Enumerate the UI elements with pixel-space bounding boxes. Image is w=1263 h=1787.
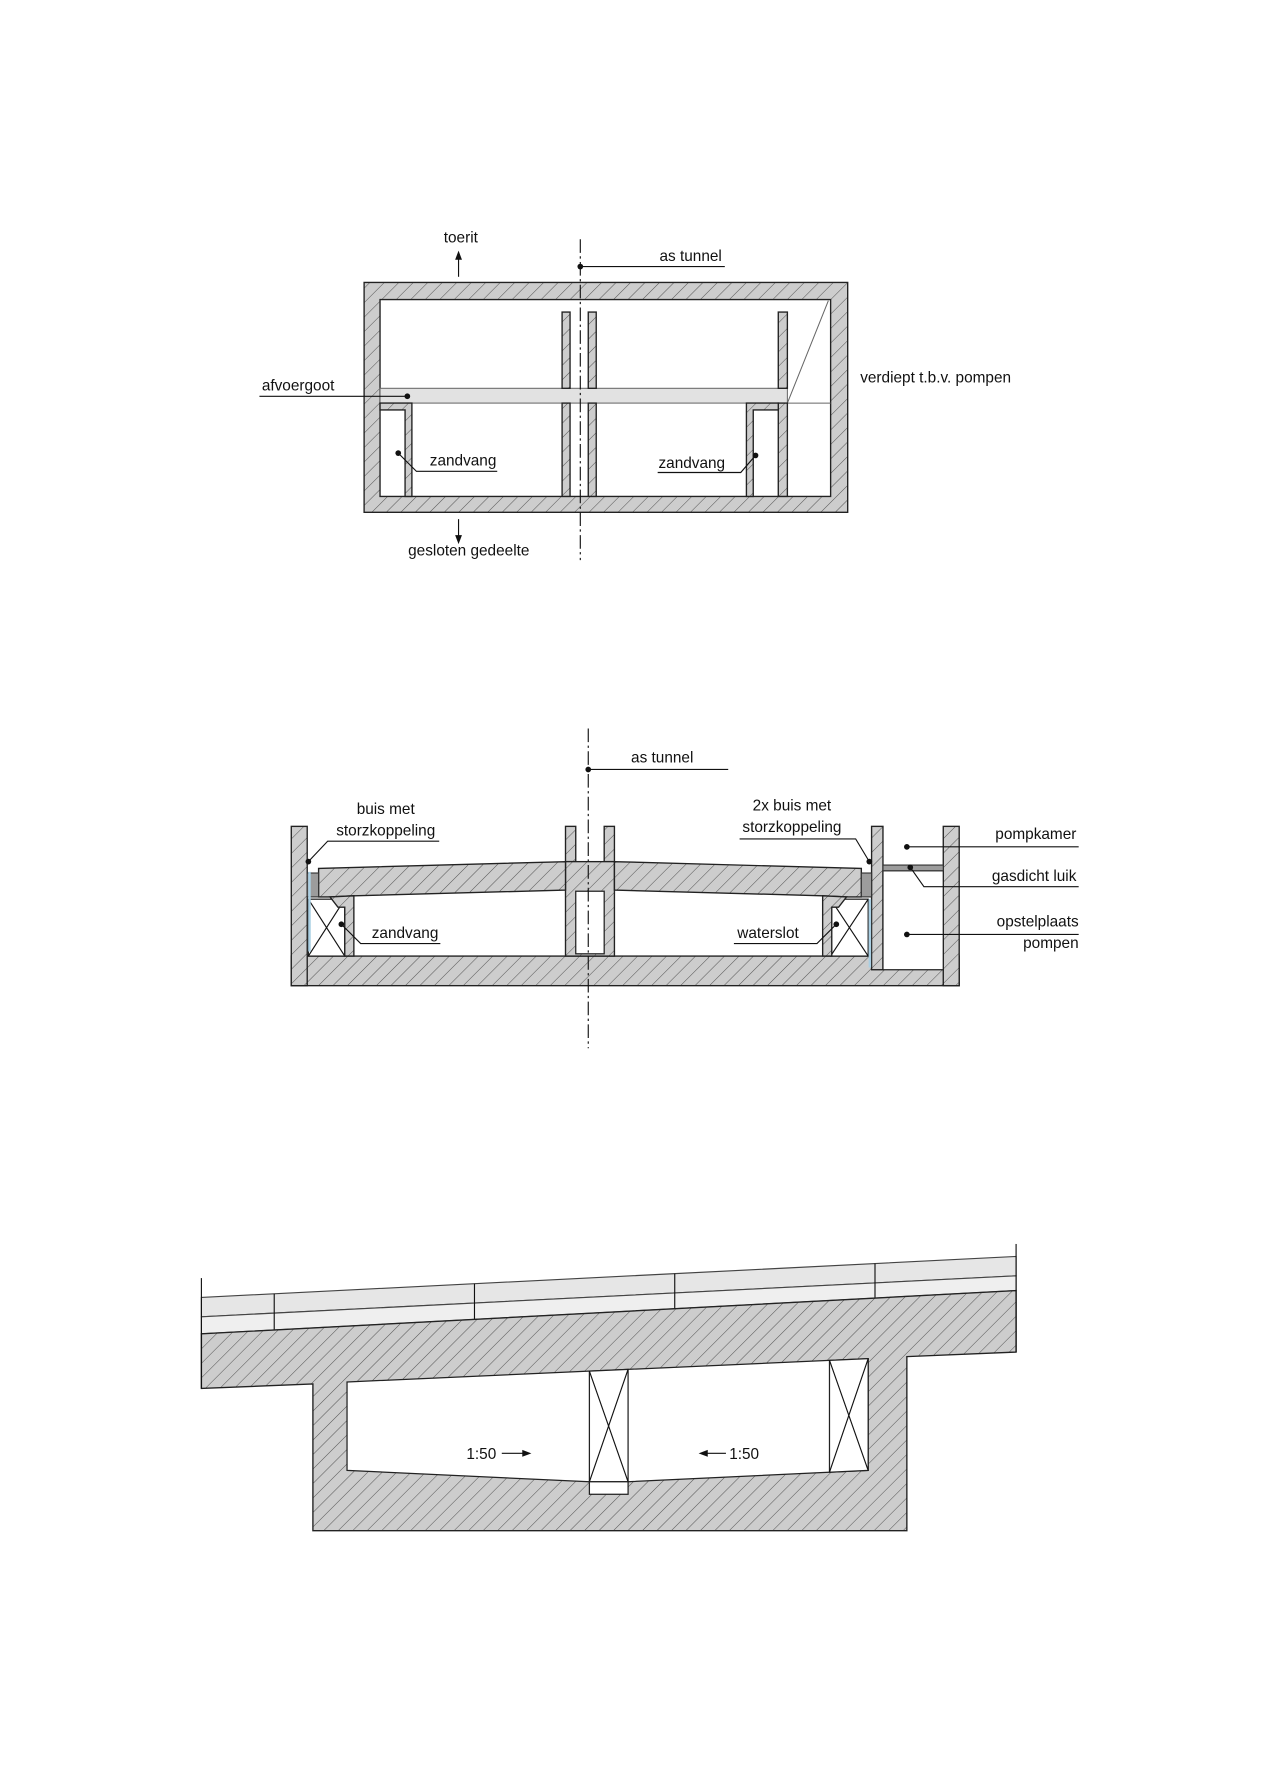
recess-diagonal-line	[787, 301, 828, 403]
gasdicht-luik-label: gasdicht luik	[991, 867, 1077, 885]
opstelplaats-dot	[904, 932, 910, 938]
buis-dot	[306, 859, 312, 865]
gasdicht-luik-dot	[907, 864, 913, 870]
center-wall-right-upper	[588, 312, 596, 388]
roof-slab-left	[319, 862, 566, 897]
center-shaft-wall-left	[566, 826, 576, 861]
cross-section-drawing	[291, 729, 1079, 1049]
pompkamer-label: pompkamer	[995, 825, 1077, 843]
pump-wall-upper	[778, 312, 787, 388]
gesloten-label: gesloten gedeelte	[408, 542, 530, 560]
buis2-leader	[740, 839, 870, 862]
buis-label-line2: storzkoppeling	[336, 822, 436, 840]
left-outer-wall	[291, 826, 307, 985]
as-tunnel-dot	[577, 264, 583, 270]
toerit-arrow-head	[455, 251, 462, 260]
right-pipe-block	[861, 873, 871, 897]
as-tunnel-label: as tunnel	[631, 749, 694, 767]
as-tunnel-dot	[585, 767, 591, 773]
buis2-label-line1: 2x buis met	[752, 797, 832, 815]
pompkamer-dot	[904, 844, 910, 850]
zandvang-label: zandvang	[371, 924, 439, 942]
gasdicht-luik	[883, 865, 943, 871]
center-shaft-wall-right	[604, 826, 614, 861]
zandvang-right-label: zandvang	[658, 454, 726, 472]
bottom-slab	[291, 956, 959, 986]
buis-leader	[308, 841, 439, 861]
opstelplaats-label-line1: opstelplaats	[996, 913, 1079, 931]
zandvang-left-dot	[395, 450, 401, 456]
toerit-label: toerit	[443, 229, 478, 247]
pump-sump	[589, 1482, 628, 1495]
center-wall-left-upper	[562, 312, 570, 388]
slope-left-label: 1:50	[466, 1446, 497, 1464]
plan-view-drawing	[259, 230, 1011, 560]
right-outer-wall	[943, 826, 959, 985]
zandvang-left-label: zandvang	[429, 452, 497, 470]
center-wall-left-lower	[562, 403, 570, 496]
longitudinal-section-drawing	[201, 1244, 1016, 1531]
waterslot-label: waterslot	[737, 924, 799, 942]
zandvang-right-dot	[753, 453, 759, 459]
pump-wall-lower	[778, 403, 787, 496]
buis-label-line1: buis met	[356, 800, 415, 818]
center-wall-right-lower	[588, 403, 596, 496]
afvoergoot-label: afvoergoot	[261, 377, 335, 395]
center-column-opening	[576, 891, 604, 954]
zandvang-dot	[339, 921, 345, 927]
buis2-label-line2: storzkoppeling	[742, 819, 842, 837]
afvoergoot-dot	[405, 393, 411, 399]
zandvang-right-wall	[746, 403, 778, 496]
slope-right-label: 1:50	[729, 1446, 760, 1464]
buis2-dot	[866, 859, 872, 865]
opstelplaats-label-line2: pompen	[1023, 935, 1079, 953]
zandvang-left-wall	[380, 403, 412, 496]
waterslot-dot	[833, 921, 839, 927]
roof-slab-right	[614, 862, 861, 897]
opstelplaats-void	[883, 871, 943, 970]
as-tunnel-label: as tunnel	[659, 247, 722, 265]
verdiept-label: verdiept t.b.v. pompen	[860, 369, 1012, 387]
pump-chamber-wall	[872, 826, 883, 969]
afvoergoot-channel	[380, 388, 787, 403]
